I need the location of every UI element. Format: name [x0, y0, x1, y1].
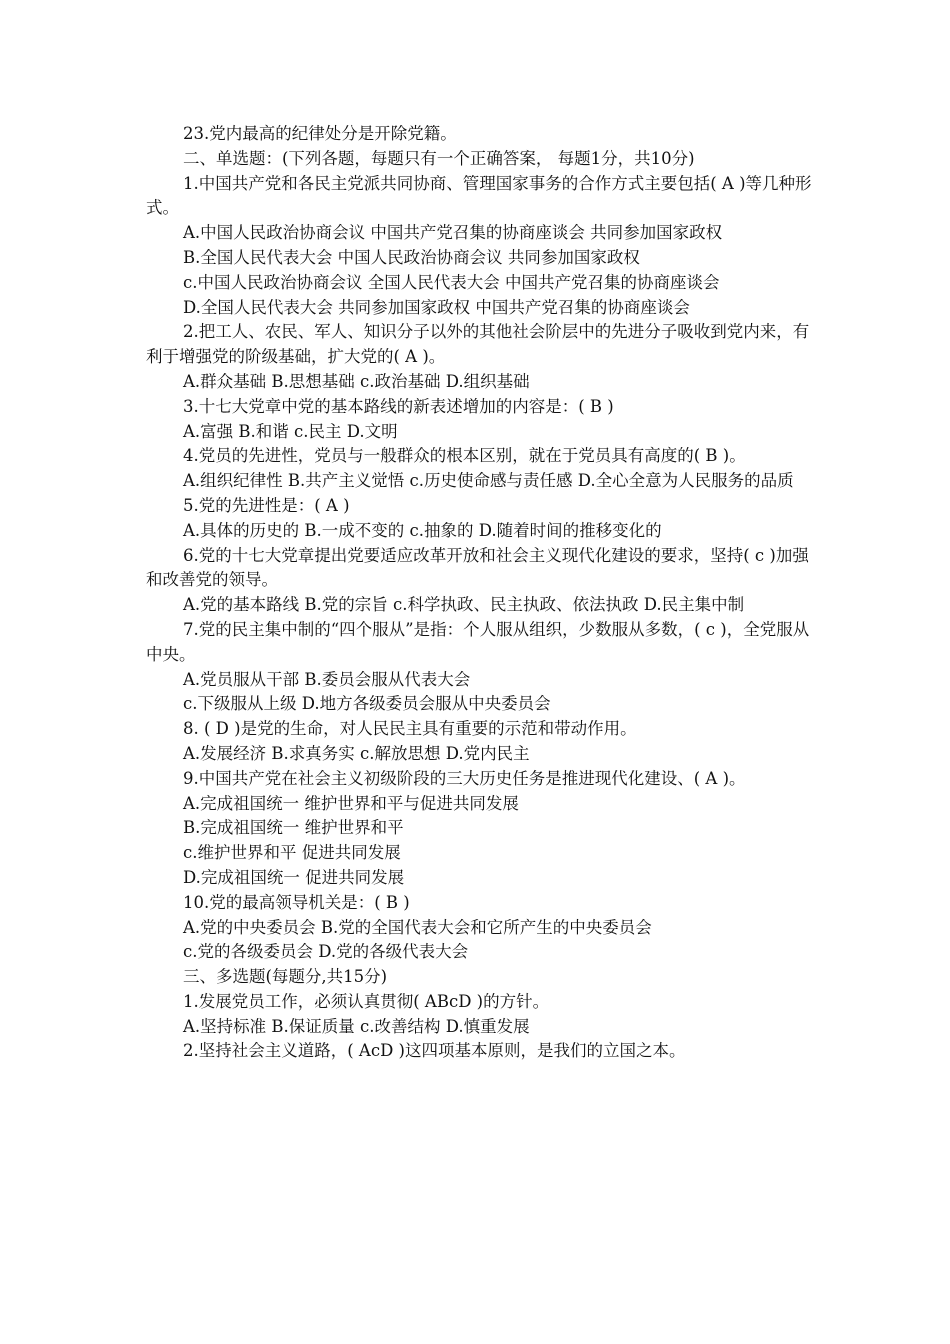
- question-9-option-a: A.完成祖国统一 维护世界和平与促进共同发展: [183, 793, 519, 813]
- question-10-options-cd: c.党的各级委员会 D.党的各级代表大会: [183, 942, 469, 962]
- question-1: 1.中国共产党和各民主党派共同协商、管理国家事务的合作方式主要包括( A )等几种形式。: [146, 173, 812, 218]
- question-10-options-ab: A.党的中央委员会 B.党的全国代表大会和它所产生的中央委员会: [183, 917, 652, 937]
- question-9-option-c: c.维护世界和平 促进共同发展: [183, 843, 401, 863]
- question-5-options: A.具体的历史的 B.一成不变的 c.抽象的 D.随着时间的推移变化的: [183, 520, 662, 540]
- question-2-options: A.群众基础 B.思想基础 c.政治基础 D.组织基础: [183, 371, 530, 391]
- question-6-options: A.党的基本路线 B.党的宗旨 c.科学执政、民主执政、依法执政 D.民主集中制: [183, 595, 745, 615]
- question-4: 4.党员的先进性，党员与一般群众的根本区别，就在于党员具有高度的( B )。: [183, 446, 746, 466]
- question-3-options: A.富强 B.和谐 c.民主 D.文明: [183, 421, 398, 441]
- question-6: 6.党的十七大党章提出党要适应改革开放和社会主义现代化建设的要求，坚持( c )加强和改善党的领导。: [146, 545, 809, 590]
- question-7-options-cd: c.下级服从上级 D.地方各级委员会服从中央委员会: [183, 694, 551, 714]
- question-4-options: A.组织纪律性 B.共产主义觉悟 c.历史使命感与责任感 D.全心全意为人民服务的品质: [183, 471, 794, 491]
- question-5: 5.党的先进性是：( A ): [183, 495, 350, 515]
- question-1-option-a: A.中国人民政治协商会议 中国共产党召集的协商座谈会 共同参加国家政权: [183, 223, 723, 243]
- question-1-option-d: D.全国人民代表大会 共同参加国家政权 中国共产党召集的协商座谈会: [183, 297, 690, 317]
- question-9: 9.中国共产党在社会主义初级阶段的三大历史任务是推进现代化建设、( A )。: [183, 768, 746, 788]
- question-3: 3.十七大党章中党的基本路线的新表述增加的内容是：( B ): [183, 396, 614, 416]
- section-heading-multiple-choice: 三、多选题(每题分,共15分): [183, 967, 388, 987]
- multi-question-2: 2.坚持社会主义道路，( AcD )这四项基本原则，是我们的立国之本。: [183, 1041, 686, 1061]
- question-9-option-d: D.完成祖国统一 促进共同发展: [183, 867, 405, 887]
- question-1-option-c: c.中国人民政治协商会议 全国人民代表大会 中国共产党召集的协商座谈会: [183, 272, 720, 292]
- section-heading-single-choice: 二、单选题：(下列各题，每题只有一个正确答案， 每题1分，共10分): [183, 148, 695, 168]
- paragraph-rule-23: 23.党内最高的纪律处分是开除党籍。: [183, 124, 457, 143]
- question-8-options: A.发展经济 B.求真务实 c.解放思想 D.党内民主: [183, 743, 530, 763]
- question-1-option-b: B.全国人民代表大会 中国人民政治协商会议 共同参加国家政权: [183, 247, 640, 267]
- question-10: 10.党的最高领导机关是：( B ): [183, 892, 410, 912]
- multi-question-1-options: A.坚持标准 B.保证质量 c.改善结构 D.慎重发展: [183, 1016, 530, 1036]
- question-2: 2.把工人、农民、军人、知识分子以外的其他社会阶层中的先进分子吸收到党内来，有利于增强党的阶级基础，扩大党的( A )。: [146, 322, 810, 367]
- question-7: 7.党的民主集中制的“四个服从”是指：个人服从组织，少数服从多数，( c )，全党服从中央。: [146, 619, 810, 664]
- question-9-option-b: B.完成祖国统一 维护世界和平: [183, 818, 404, 838]
- question-7-options-ab: A.党员服从干部 B.委员会服从代表大会: [183, 669, 471, 689]
- multi-question-1: 1.发展党员工作，必须认真贯彻( ABcD )的方针。: [183, 991, 550, 1011]
- question-8: 8. ( D )是党的生命，对人民民主具有重要的示范和带动作用。: [183, 719, 637, 739]
